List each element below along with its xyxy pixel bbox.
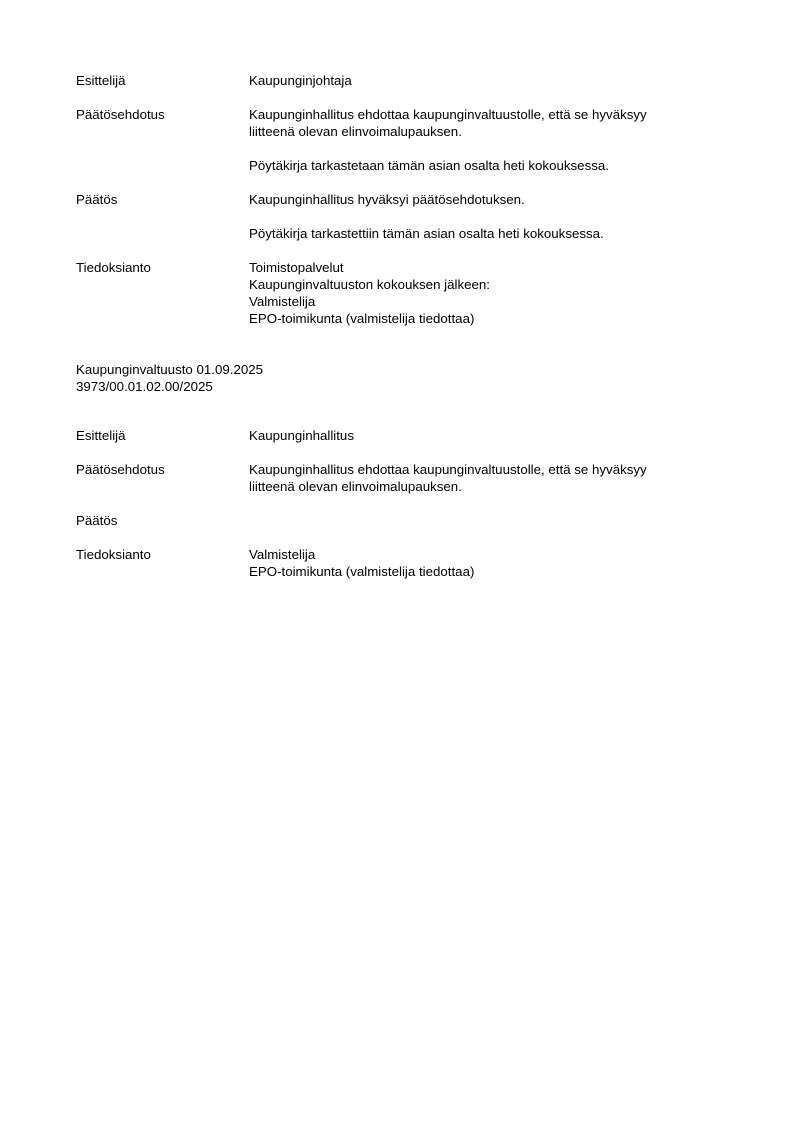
section1-paatosehdotus-row	[76, 106, 716, 174]
section1-paatosehdotus-line: liitteenä olevan elinvoimalupauksen.	[249, 124, 462, 139]
section2-paatos-row	[76, 512, 716, 529]
case-reference-number: 3973/00.01.02.00/2025	[76, 379, 213, 394]
section1-paatos-note: Pöytäkirja tarkastettiin tämän asian osalta heti kokouksessa.	[249, 226, 604, 241]
section1-tiedoksianto-line: Valmistelija	[249, 294, 316, 309]
section1-tiedoksianto-value	[249, 259, 716, 327]
section1-esittelija-row	[76, 72, 716, 89]
section2-paatosehdotus-value	[249, 461, 716, 495]
section1-esittelija-value: Kaupunginjohtaja	[249, 73, 352, 88]
section1-paatos-label: Päätös	[76, 192, 118, 207]
section2-esittelija-row	[76, 427, 716, 444]
section2-paatosehdotus-row	[76, 461, 716, 495]
section1-tiedoksianto-line: Kaupunginvaltuuston kokouksen jälkeen:	[249, 277, 490, 292]
section1-tiedoksianto-line: Toimistopalvelut	[249, 260, 344, 275]
section2-esittelija-value: Kaupunginhallitus	[249, 428, 354, 443]
section1-paatos-value	[249, 191, 716, 242]
council-meeting-header	[76, 361, 716, 395]
section1-esittelija-label: Esittelijä	[76, 73, 126, 88]
section2-paatosehdotus-line: liitteenä olevan elinvoimalupauksen.	[249, 479, 462, 494]
section2-tiedoksianto-value	[249, 546, 716, 580]
section2-paatos-label: Päätös	[76, 513, 118, 528]
section1-paatos-row	[76, 191, 716, 242]
section1-tiedoksianto-row	[76, 259, 716, 327]
section2-paatos-value	[249, 512, 716, 529]
document-page	[76, 72, 716, 580]
section2-tiedoksianto-label: Tiedoksianto	[76, 547, 151, 562]
section2-tiedoksianto-line: EPO-toimikunta (valmistelija tiedottaa)	[249, 564, 475, 579]
section1-paatos-text: Kaupunginhallitus hyväksyi päätösehdotuksen.	[249, 192, 525, 207]
section1-paatosehdotus-note: Pöytäkirja tarkastetaan tämän asian osalta heti kokouksessa.	[249, 158, 609, 173]
section1-paatosehdotus-label: Päätösehdotus	[76, 107, 165, 122]
section2-paatosehdotus-line: Kaupunginhallitus ehdottaa kaupunginvaltuustolle, että se hyväksyy	[249, 462, 647, 477]
section1-paatosehdotus-line: Kaupunginhallitus ehdottaa kaupunginvaltuustolle, että se hyväksyy	[249, 107, 647, 122]
section2-paatosehdotus-label: Päätösehdotus	[76, 462, 165, 477]
section1-tiedoksianto-label: Tiedoksianto	[76, 260, 151, 275]
section2-tiedoksianto-line: Valmistelija	[249, 547, 316, 562]
section2-tiedoksianto-row	[76, 546, 716, 580]
section1-paatosehdotus-value	[249, 106, 716, 174]
section2-esittelija-label: Esittelijä	[76, 428, 126, 443]
section1-tiedoksianto-line: EPO-toimikunta (valmistelija tiedottaa)	[249, 311, 475, 326]
council-meeting-title: Kaupunginvaltuusto 01.09.2025	[76, 362, 264, 377]
